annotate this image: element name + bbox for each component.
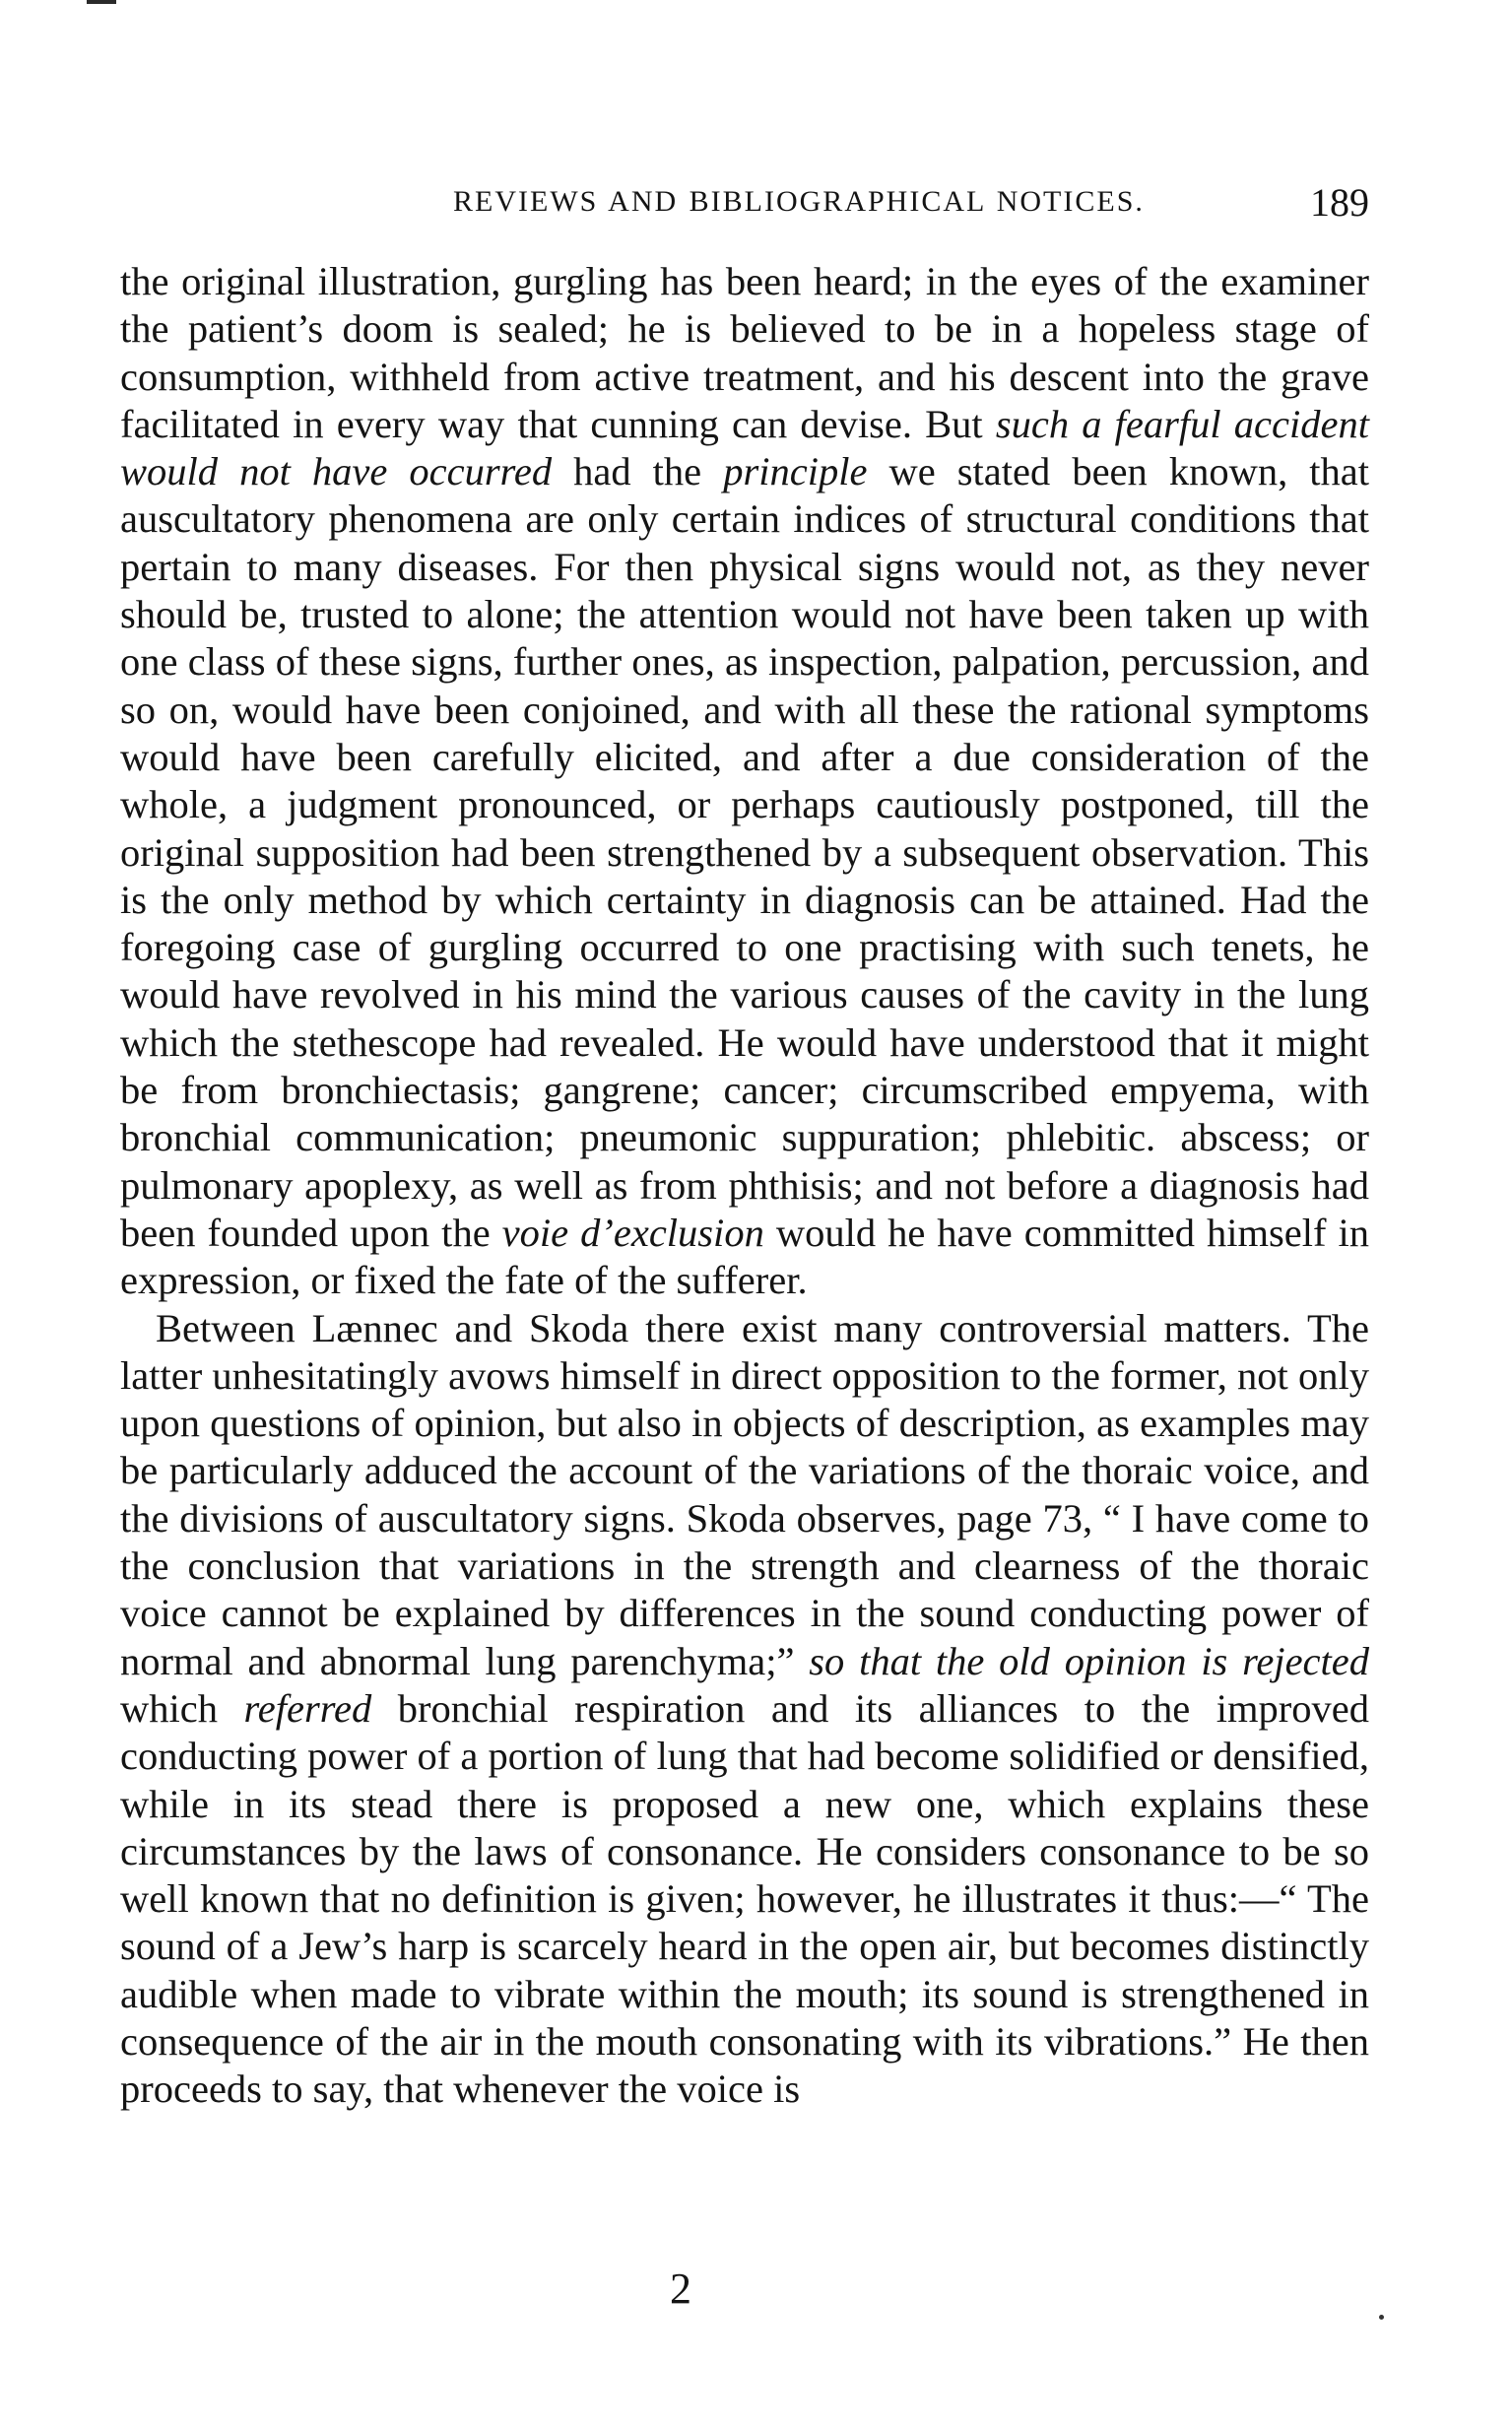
text-run: which (120, 1685, 244, 1731)
italic-text-run: principle (723, 449, 868, 494)
italic-text-run: so that the old opinion is rejected (809, 1638, 1369, 1683)
text-run: bronchial respiration and its alliances to the improved conducting power of a portion of lung that had become solidified or densified, while in its stead there is proposed a new one, which explains these circumstances by the laws of consonance. He considers consonance to be so well known that no definition is given; however, he illustrates it thus:—“ The sound of a Jew’s harp is scarcely heard in the open air, but becomes distinctly audible when made to vibrate within the mouth; its sound is strengthened in consequence of the air in the mouth consonating with its vibrations.” He then proceeds to say, that whenever the voice is (120, 1685, 1369, 2112)
page-number: 189 (1310, 180, 1369, 225)
text-run: Between Lænnec and Skoda there exist many controversial matters. The latter unhesitatingly avows himself in direct opposition to the former, not only upon questions of opinion, but also in objects of description, as examples may be particularly adduced the account of the variations of the thoraic voice, and the divisions of auscultatory signs. Skoda observes, page 73, “ I have come to the conclusion that variations in the strength and clearness of the thoraic voice cannot be explained by differences in the sound conducting power of normal and abnormal lung parenchyma;” (120, 1305, 1369, 1683)
italic-text-run: such a fearful accident would not have occurred (120, 401, 1369, 494)
text-run: the original illustration, gurgling has been heard; in the eyes of the examiner the patient’s doom is sealed; he is believed to be in a hopeless stage of consumption, withheld from active treatment, and his descent into the grave facilitated in every way that cunning can devise. But (120, 259, 1369, 446)
italic-text-run: voie d’exclusion (501, 1210, 764, 1255)
paragraph (120, 258, 1369, 1305)
text-run: had the (552, 449, 724, 494)
italic-text-run: referred (243, 1685, 372, 1731)
body-text (120, 258, 1369, 2114)
stray-dot (1379, 2315, 1384, 2320)
text-run: we stated been known, that auscultatory phenomena are only certain indices of structural conditions that pertain to many diseases. For then physical signs would not, as they never should be, trusted to alone; the attention would not have been taken up with one class of these signs, further ones, as inspection, palpation, percussion, and so on, would have been conjoined, and with all these the rational symptoms would have been carefully elicited, and after a due consideration of the whole, a judgment pronounced, or perhaps cautiously postponed, till the original supposition had been strengthened by a subsequent observation. This is the only method by which certainty in diagnosis can be attained. Had the foregoing case of gurgling occurred to one practising with such tenets, he would have revolved in his mind the various causes of the cavity in the lung which the stethescope had revealed. He would have understood that it might be from bronchiectasis; gangrene; cancer; circumscribed empyema, with bronchial communication; pneumonic suppuration; phlebitic. abscess; or pulmonary apoplexy, as well as from phthisis; and not before a diagnosis had been founded upon the (120, 449, 1369, 1255)
page-header (118, 180, 1369, 244)
running-head: REVIEWS AND BIBLIOGRAPHICAL NOTICES. (453, 185, 1145, 218)
text-run: would he have committed himself in expression, or fixed the fate of the sufferer. (120, 1210, 1369, 1303)
corner-mark (87, 0, 116, 4)
signature-mark: 2 (670, 2264, 691, 2313)
paragraph (120, 1305, 1369, 2114)
